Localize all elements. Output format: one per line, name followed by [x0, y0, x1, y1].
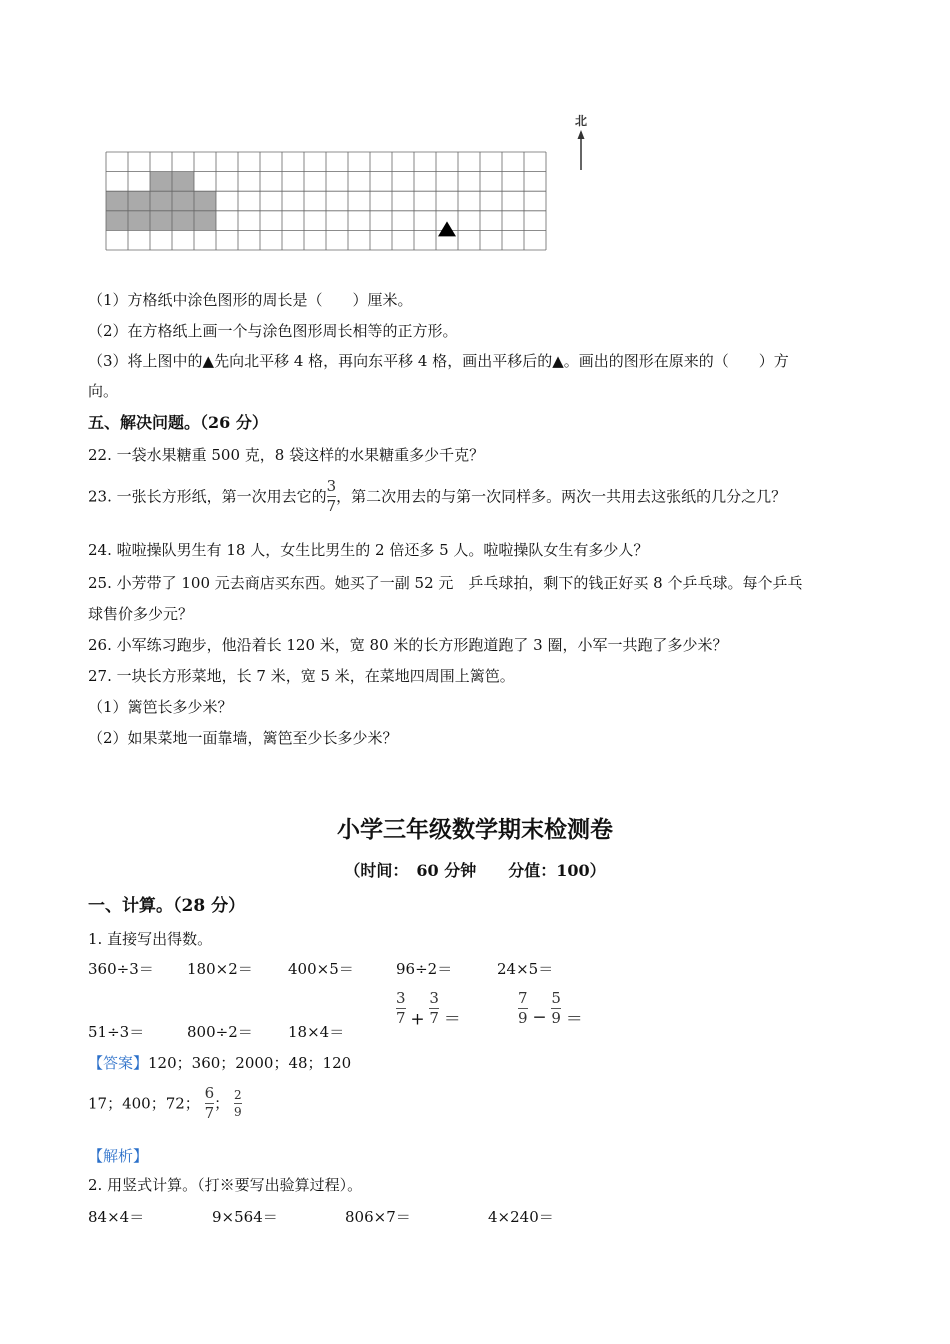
shaded-cell — [150, 211, 172, 231]
fraction-3-7: $\frac{3}{7}$ — [326, 477, 337, 515]
shaded-cell — [172, 211, 194, 231]
triangle-marker — [438, 221, 456, 236]
answer-fraction-6-7: $\frac{6}{7}$ — [204, 1084, 215, 1122]
section-1-title: 一、计算。（28 分） — [88, 896, 246, 916]
shaded-cell — [194, 191, 216, 211]
grid-question-3-cont: 向。 — [88, 382, 119, 400]
answer-line-2: 17；400；72； $\frac{6}{7}$ ； $\frac{2}{9}$ — [88, 1084, 242, 1122]
calc-item: 800÷2＝ — [187, 1023, 253, 1041]
grid-figure — [100, 108, 600, 273]
exam-title: 小学三年级数学期末检测卷 — [337, 816, 613, 843]
analysis-label: 【解析】 — [88, 1147, 149, 1165]
shaded-cell — [128, 191, 150, 211]
question-27-2: （2）如果菜地一面靠墙，篱笆至少长多少米？ — [88, 729, 398, 747]
fraction-expression-1: $\frac{3}{7}$ + $\frac{3}{7}$ ＝ — [396, 989, 461, 1030]
grid-paper — [106, 152, 546, 250]
question-27-1: （1）篱笆长多少米？ — [88, 698, 233, 716]
question-26: 26. 小军练习跑步，他沿着长 120 米，宽 80 米的长方形跑道跑了 3 圈，小军一共跑了多少米？ — [88, 636, 728, 654]
answer-label: 【答案】 — [88, 1054, 149, 1072]
calc-item: 400×5＝ — [288, 960, 354, 978]
north-arrow — [575, 114, 587, 170]
answer-line-1: 【答案】120；360；2000；48；120 — [88, 1054, 352, 1072]
grid-question-1: （1）方格纸中涂色图形的周长是（ ）厘米。 — [88, 291, 413, 309]
calc-item: 4×240＝ — [488, 1208, 554, 1226]
fraction-expression-2: $\frac{7}{9}$ − $\frac{5}{9}$ ＝ — [518, 989, 583, 1030]
grid-question-2: （2）在方格纸上画一个与涂色图形周长相等的正方形。 — [88, 322, 458, 340]
shaded-cell — [128, 211, 150, 231]
calc-item: 18×4＝ — [288, 1023, 345, 1041]
north-label: 北 — [574, 114, 588, 128]
question-25-cont: 球售价多少元？ — [88, 605, 194, 623]
calc-item: 51÷3＝ — [88, 1023, 145, 1041]
calc-item: 24×5＝ — [497, 960, 554, 978]
answer-fraction-2-9: $\frac{2}{9}$ — [233, 1088, 242, 1119]
question-22: 22. 一袋水果糖重 500 克，8 袋这样的水果糖重多少千克？ — [88, 446, 485, 464]
shaded-cell — [150, 191, 172, 211]
exam-subtitle: （时间： 60 分钟 分值：100） — [344, 861, 606, 880]
calc-item: 180×2＝ — [187, 960, 253, 978]
calc-item: 84×4＝ — [88, 1208, 145, 1226]
shaded-cell — [172, 191, 194, 211]
question-25: 25. 小芳带了 100 元去商店买东西。她买了一副 52 元 乒乓球拍，剩下的钱正好买 8 个乒乓球。每个乒乓 — [88, 574, 803, 592]
shaded-cell — [106, 191, 128, 211]
shaded-cell — [106, 211, 128, 231]
question-27: 27. 一块长方形菜地，长 7 米，宽 5 米，在菜地四周围上篱笆。 — [88, 667, 515, 685]
shaded-cell — [172, 172, 194, 192]
calc-item: 9×564＝ — [212, 1208, 278, 1226]
section-5-title: 五、解决问题。（26 分） — [88, 413, 268, 432]
calc-item: 360÷3＝ — [88, 960, 154, 978]
shaded-cell — [194, 211, 216, 231]
grid-question-3: （3）将上图中的▲先向北平移 4 格，再向东平移 4 格，画出平移后的▲。画出的图形在原来的（ ）方 — [88, 352, 789, 370]
question-2: 2. 用竖式计算。（打※要写出验算过程）。 — [88, 1176, 363, 1194]
question-24: 24. 啦啦操队男生有 18 人，女生比男生的 2 倍还多 5 人。啦啦操队女生有多少人？ — [88, 541, 649, 559]
question-23: 23. 一张长方形纸，第一次用去它的 $\frac{3}{7}$ ，第二次用去的与第一次同样多。两次一共用去这张纸的几分之几？ — [88, 477, 787, 515]
shaded-cell — [150, 172, 172, 192]
question-1: 1. 直接写出得数。 — [88, 930, 213, 948]
calc-item: 96÷2＝ — [396, 960, 453, 978]
calc-item: 806×7＝ — [345, 1208, 411, 1226]
